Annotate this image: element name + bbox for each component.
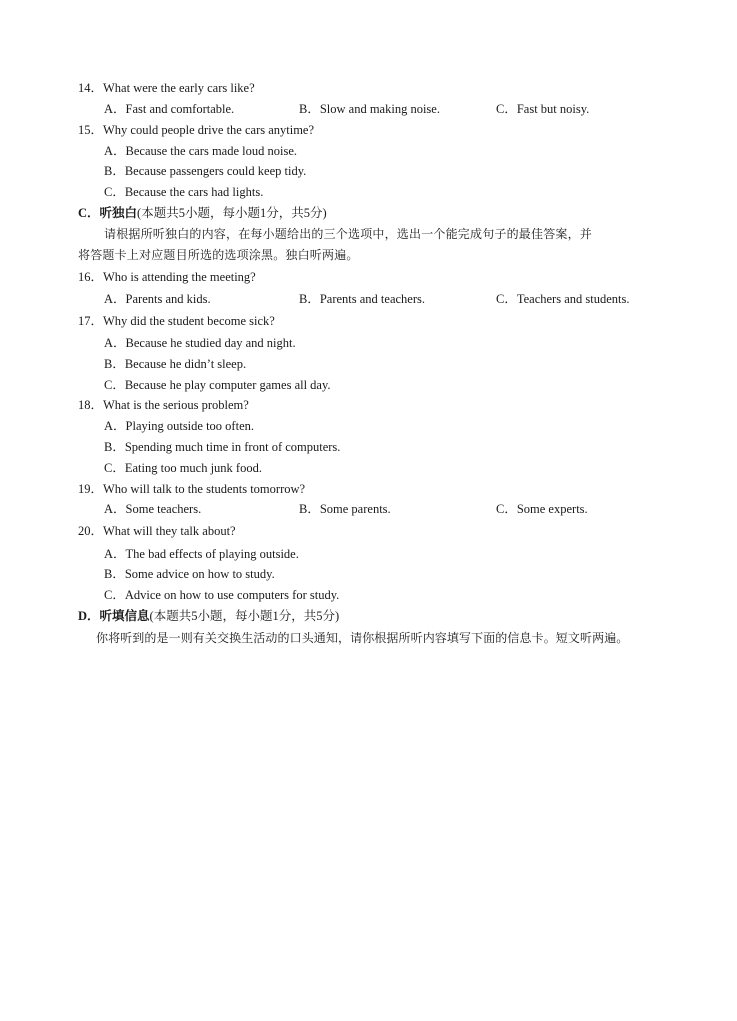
section-c-note: (本题共5小题，每小题1分，共5分)	[137, 206, 327, 220]
question-20-prompt: 20．What will they talk about?	[78, 524, 236, 538]
section-c-title: 听独白	[99, 206, 138, 220]
section-c-instruction-1: 请根据所听独白的内容，在每小题给出的三个选项中，选出一个能完成句子的最佳答案，并	[104, 227, 593, 241]
question-15-option-a: A．Because the cars made loud noise.	[104, 144, 297, 158]
question-15-option-c: C．Because the cars had lights.	[104, 185, 264, 199]
section-d-heading	[78, 608, 339, 624]
question-15-option-b: B．Because passengers could keep tidy.	[104, 164, 307, 178]
question-14-option-a: A．Fast and comfortable.	[104, 102, 235, 116]
question-17-prompt: 17．Why did the student become sick?	[78, 314, 275, 328]
section-d-label: D．	[78, 609, 100, 623]
question-16-option-a: A．Parents and kids.	[104, 292, 211, 306]
question-16-option-c: C．Teachers and students.	[496, 292, 630, 306]
question-19-option-c: C．Some experts.	[496, 502, 588, 516]
section-c-label: C．	[78, 206, 100, 220]
section-c-heading	[78, 205, 327, 221]
question-17-option-a: A．Because he studied day and night.	[104, 336, 296, 350]
question-17-option-c: C．Because he play computer games all day.	[104, 378, 331, 392]
section-d-title: 听填信息	[99, 609, 150, 623]
question-19-option-a: A．Some teachers.	[104, 502, 202, 516]
question-18-option-b: B．Spending much time in front of computers.	[104, 440, 341, 454]
section-d-instruction: 你将听到的是一则有关交换生活动的口头通知，请你根据所听内容填写下面的信息卡。短文听两遍。	[96, 631, 629, 645]
question-14-prompt: 14．What were the early cars like?	[78, 81, 255, 95]
question-16-option-b: B．Parents and teachers.	[299, 292, 426, 306]
question-18-option-a: A．Playing outside too often.	[104, 419, 254, 433]
section-d-note: (本题共5小题，每小题1分，共5分)	[149, 609, 340, 623]
question-17-option-b: B．Because he didn’t sleep.	[104, 357, 247, 371]
question-19-prompt: 19．Who will talk to the students tomorrow?	[78, 482, 306, 496]
section-c-instruction-2: 将答题卡上对应题目所选的选项涂黑。独白听两遍。	[78, 248, 359, 262]
question-20-option-b: B．Some advice on how to study.	[104, 567, 275, 581]
question-18-option-c: C．Eating too much junk food.	[104, 461, 262, 475]
question-20-option-c: C．Advice on how to use computers for study.	[104, 588, 340, 602]
question-19-option-b: B．Some parents.	[299, 502, 391, 516]
question-14-option-b: B．Slow and making noise.	[299, 102, 440, 116]
question-20-option-a: A．The bad effects of playing outside.	[104, 547, 299, 561]
question-15-prompt: 15．Why could people drive the cars anytime?	[78, 123, 315, 137]
question-18-prompt: 18．What is the serious problem?	[78, 398, 249, 412]
question-14-option-c: C．Fast but noisy.	[496, 102, 590, 116]
question-16-prompt: 16．Who is attending the meeting?	[78, 270, 256, 284]
